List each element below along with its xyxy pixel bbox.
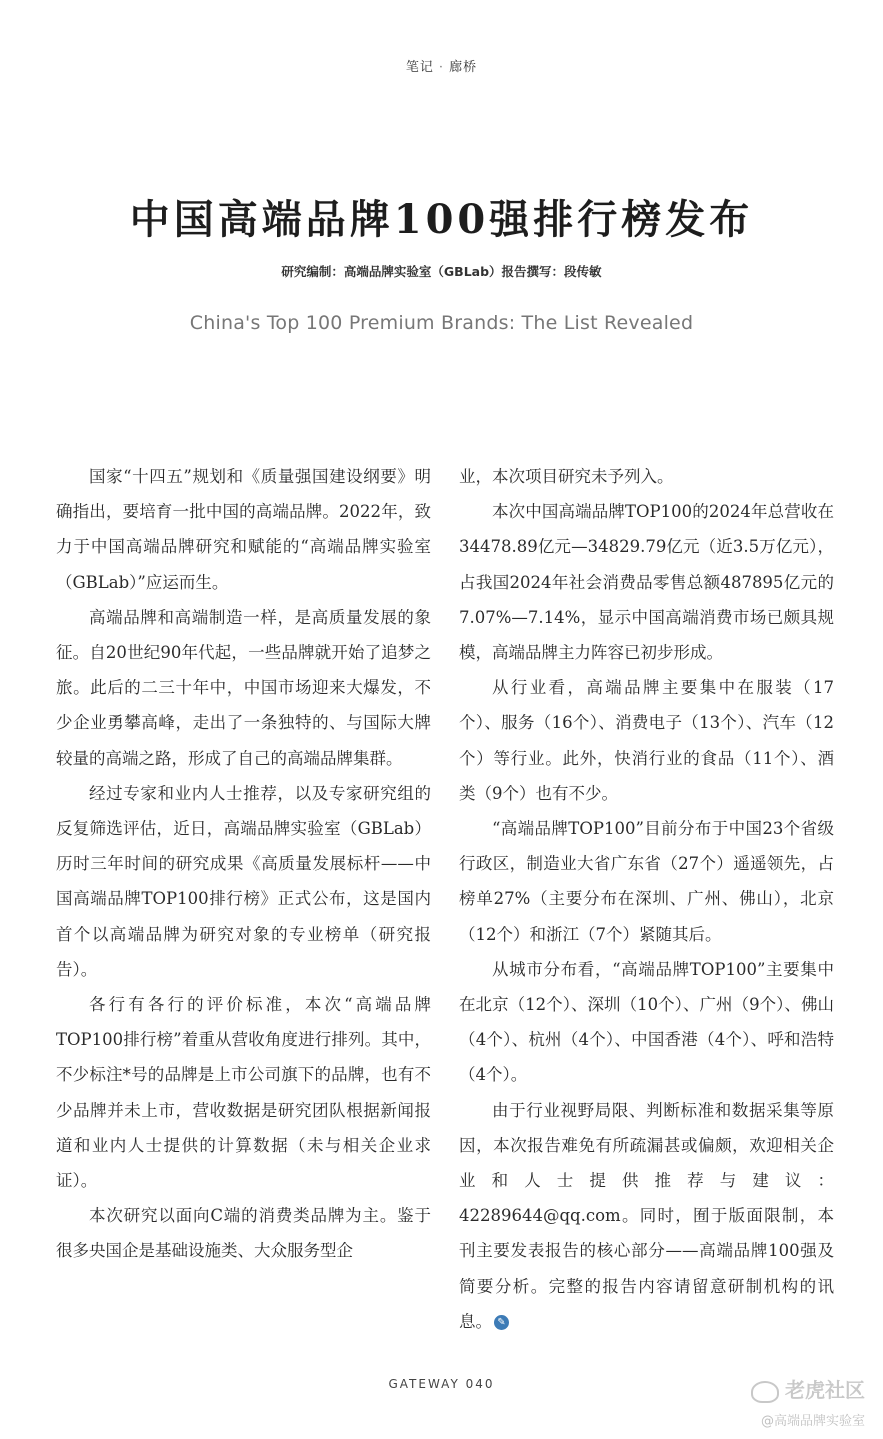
paragraph: 各行有各行的评价标准，本次“高端品牌TOP100排行榜”着重从营收角度进行排列。其中，不少标注*号的品牌是上市公司旗下的品牌，也有不少品牌并未上市，营收数据是研究团队根据新闻报道和业内人士提供的计算数据（未与相关企业求证）。 <box>56 995 431 1191</box>
paragraph: 经过专家和业内人士推荐，以及专家研究组的反复筛选评估，近日，高端品牌实验室（GBLab）历时三年时间的研究成果《高质量发展标杆——中国高端品牌TOP100排行榜》正式公布，这是国内首个以高端品牌为研究对象的专业榜单（研究报告）。 <box>56 783 431 979</box>
article-title: 中国高端品牌100强排行榜发布 <box>129 196 754 243</box>
paragraph: 国家“十四五”规划和《质量强国建设纲要》明确指出，要培育一批中国的高端品牌。2022年，致力于中国高端品牌研究和赋能的“高端品牌实验室（GBLab）”应运而生。 <box>56 467 431 592</box>
watermark <box>751 1374 865 1403</box>
right-column <box>459 459 834 1339</box>
paragraph: 本次研究以面向C端的消费类品牌为主。鉴于很多央国企是基础设施类、大众服务型企 <box>56 1206 431 1261</box>
watermark-credit: @高端品牌实验室 <box>760 1414 865 1429</box>
paragraph-last <box>459 1093 834 1339</box>
paragraph: “高端品牌TOP100”目前分布于中国23个省级行政区，制造业大省广东省（27个）遥遥领先，占榜单27%（主要分布在深圳、广州、佛山），北京（12个）和浙江（7个）紧随其后。 <box>459 819 834 944</box>
column-label: 廊桥 <box>449 60 478 75</box>
tiger-logo-icon <box>751 1381 779 1403</box>
pen-nib-icon: ✎ <box>494 1315 509 1330</box>
article-subtitle: China's Top 100 Premium Brands: The List Revealed <box>189 312 694 334</box>
paragraph: 从行业看，高端品牌主要集中在服装（17个）、服务（16个）、消费电子（13个）、汽车（12个）等行业。此外，快消行业的食品（11个）、酒类（9个）也有不少。 <box>459 678 834 803</box>
page-footer: GATEWAY 040 <box>388 1377 495 1391</box>
paragraph: 高端品牌和高端制造一样，是高质量发展的象征。自20世纪90年代起，一些品牌就开始了追梦之旅。此后的二三十年中，中国市场迎来大爆发，不少企业勇攀高峰，走出了一条独特的、与国际大牌较量的高端之路，形成了自己的高端品牌集群。 <box>56 607 431 768</box>
paragraph: 本次中国高端品牌TOP100的2024年总营收在34478.89亿元—34829.79亿元（近3.5万亿元），占我国2024年社会消费品零售总额487895亿元的7.07%—7.14%，显示中国高端消费市场已颇具规模，高端品牌主力阵容已初步形成。 <box>459 502 834 663</box>
header-separator: · <box>438 60 445 75</box>
paragraph: 从城市分布看，“高端品牌TOP100”主要集中在北京（12个）、深圳（10个）、广州（9个）、佛山（4个）、杭州（4个）、中国香港（4个）、呼和浩特（4个）。 <box>459 959 834 1085</box>
paragraph-text: 由于行业视野局限、判断标准和数据采集等原因，本次报告难免有所疏漏甚或偏颇，欢迎相关企业和人士提供推荐与建议：42289644@qq.com。同时，囿于版面限制，本刊主要发表报告的核心部分——高端品牌100强及简要分析。完整的报告内容请留意研制机构的讯息。 <box>459 1100 834 1331</box>
section-header <box>0 56 883 75</box>
section-label: 笔记 <box>405 60 434 75</box>
left-column <box>56 459 431 1269</box>
watermark-text: 老虎社区 <box>785 1378 865 1402</box>
article-byline: 研究编制：高端品牌实验室（GBLab）报告撰写：段传敏 <box>281 264 602 279</box>
paragraph-continuation: 业，本次项目研究未予列入。 <box>459 467 674 486</box>
